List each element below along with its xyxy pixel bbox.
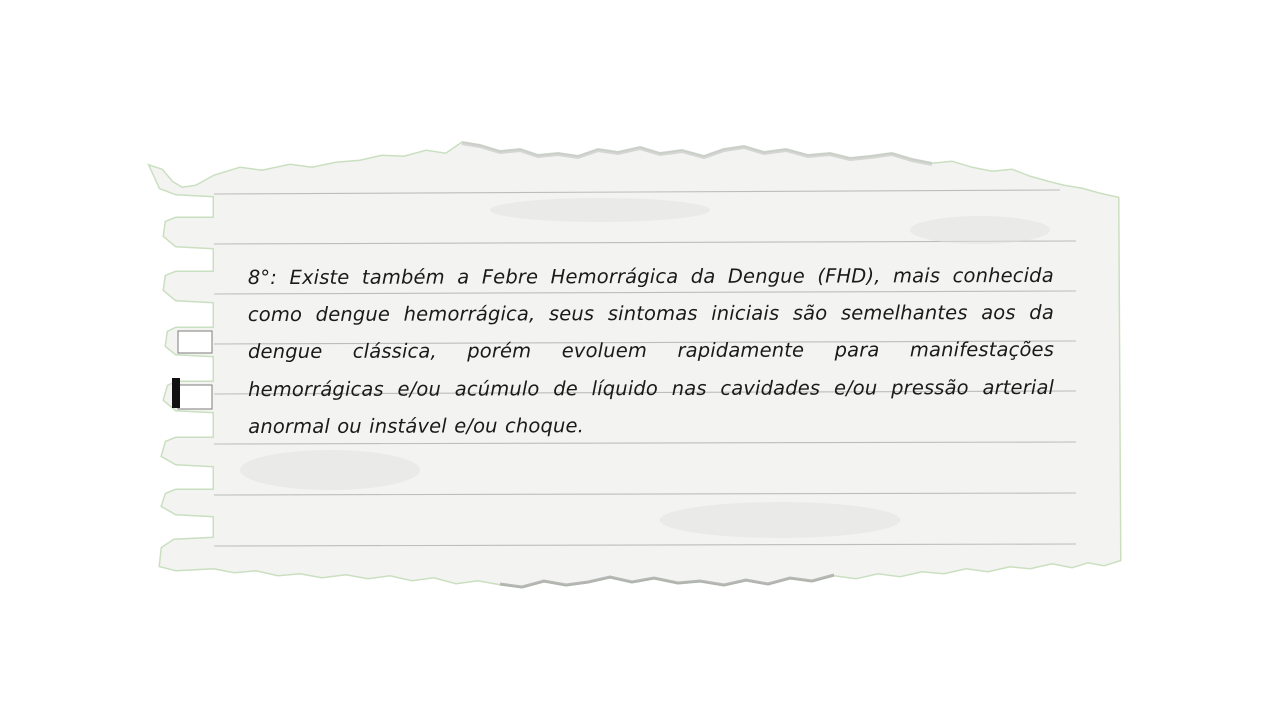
- note-text: 8°: Existe também a Febre Hemorrágica da Dengue (FHD), mais conhecida como dengue hemorrágica, seus sintomas iniciais são semelhantes aos da dengue clássica, porém evoluem rapidamente para manifestações hemorrágicas e/ou acúmulo de líquido nas cavidades e/ou pressão arterial anormal ou instável e/ou choque.: [247, 263, 1055, 438]
- binding-holes: [172, 331, 212, 409]
